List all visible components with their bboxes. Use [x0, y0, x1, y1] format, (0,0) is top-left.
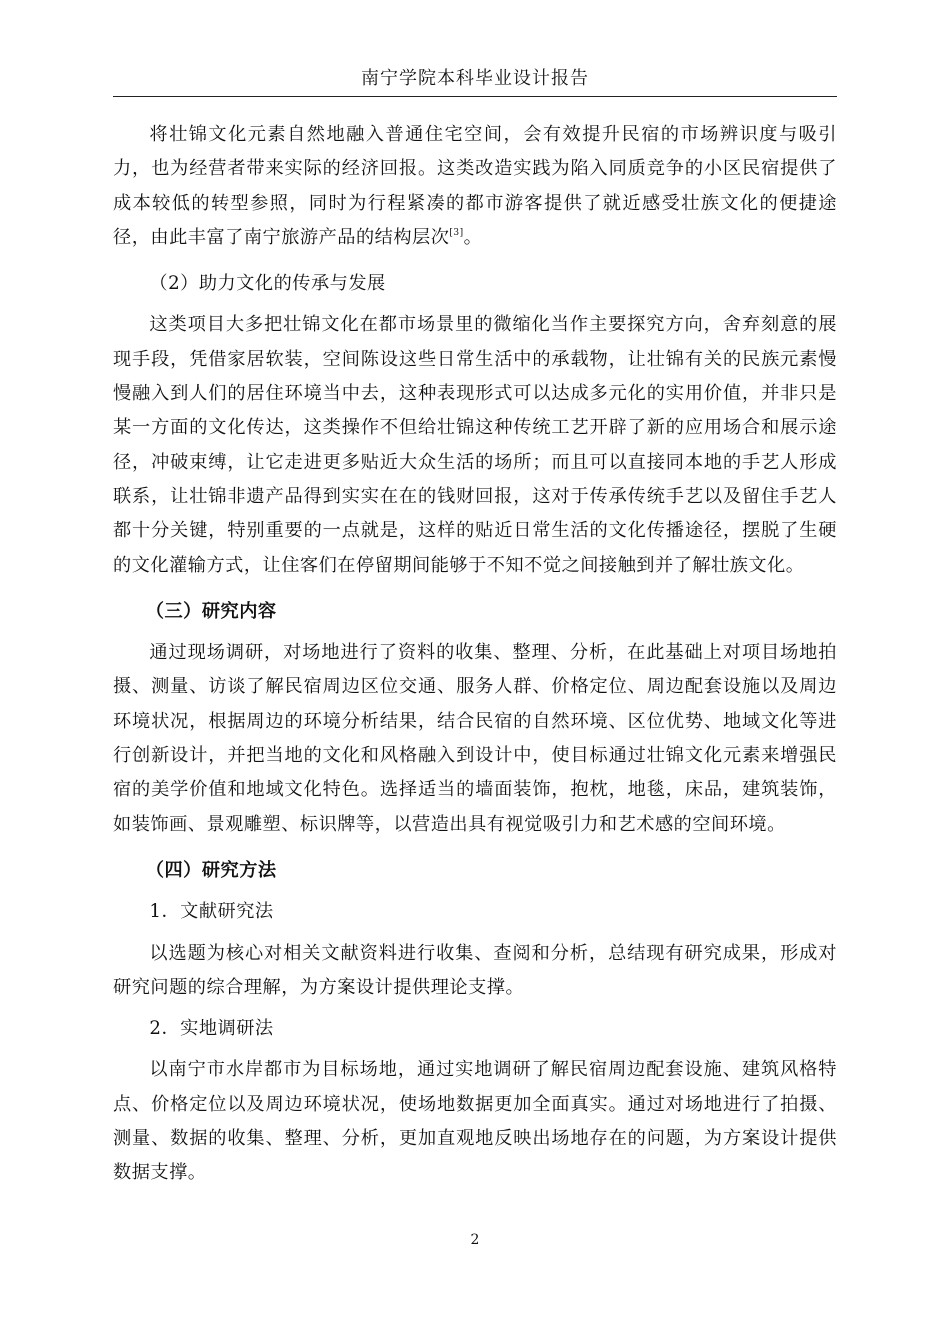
method-heading-literature: 1．文献研究法 [149, 901, 274, 923]
subsection-heading-heritage: （2）助力文化的传承与发展 [149, 273, 386, 295]
section-heading-research-content: （三）研究内容 [145, 600, 277, 622]
method-heading-field-survey: 2．实地调研法 [149, 1018, 274, 1040]
paragraph-heritage: 这类项目大多把壮锦文化在都市场景里的微缩化当作主要探究方向，舍弃刻意的展现手段，凭借家居软装，空间陈设这些日常生活中的承载物，让壮锦有关的民族元素慢慢融入到人们的居住环境当中去，这种表现形式可以达成多元化的实用价值，并非只是某一方面的文化传达，这类操作不但给壮锦这种传统工艺开辟了新的应用场合和展示途径，冲破束缚，让它走进更多贴近大众生活的场所；而且可以直接同本地的手艺人形成联系，让壮锦非遗产品得到实实在在的钱财回报，这对于传承传统手艺以及留住手艺人都十分关键，特别重要的一点就是，这样的贴近日常生活的文化传播途径，摆脱了生硬的文化灌输方式，让住客们在停留期间能够于不知不觉之间接触到并了解壮族文化。 [113, 314, 837, 576]
paragraph-end-punct: 。 [463, 226, 483, 248]
page-header [113, 56, 837, 97]
paragraph-literature: 以选题为核心对相关文献资料进行收集、查阅和分析，总结现有研究成果，形成对研究问题的综合理解，为方案设计提供理论支撑。 [113, 942, 837, 998]
document-body [113, 118, 837, 1191]
paragraph-field-survey: 以南宁市水岸都市为目标场地，通过实地调研了解民宿周边配套设施、建筑风格特点、价格定位以及周边环境状况，使场地数据更加全面真实。通过对场地进行了拍摄、测量、数据的收集、整理、分析，更加直观地反映出场地存在的问题，为方案设计提供数据支撑。 [113, 1059, 837, 1184]
page-number: 2 [470, 1232, 480, 1248]
section-heading-research-methods: （四）研究方法 [145, 859, 277, 881]
header-title: 南宁学院本科毕业设计报告 [361, 68, 589, 89]
paragraph-culture-integration [113, 118, 837, 255]
paragraph-research-content: 通过现场调研，对场地进行了资料的收集、整理、分析，在此基础上对项目场地拍摄、测量、访谈了解民宿周边区位交通、服务人群、价格定位、周边配套设施以及周边环境状况，根据周边的环境分析结果，结合民宿的自然环境、区位优势、地域文化等进行创新设计，并把当地的文化和风格融入到设计中，使目标通过壮锦文化元素来增强民宿的美学价值和地域文化特色。选择适当的墙面装饰，抱枕，地毯，床品，建筑装饰，如装饰画、景观雕塑、标识牌等，以营造出具有视觉吸引力和艺术感的空间环境。 [113, 642, 837, 835]
citation-marker: [3] [449, 227, 464, 238]
paragraph-text: 将壮锦文化元素自然地融入普通住宅空间，会有效提升民宿的市场辨识度与吸引力，也为经营者带来实际的经济回报。这类改造实践为陷入同质竞争的小区民宿提供了成本较低的转型参照，同时为行程紧凑的都市游客提供了就近感受壮族文化的便捷途径，由此丰富了南宁旅游产品的结构层次 [113, 124, 837, 248]
